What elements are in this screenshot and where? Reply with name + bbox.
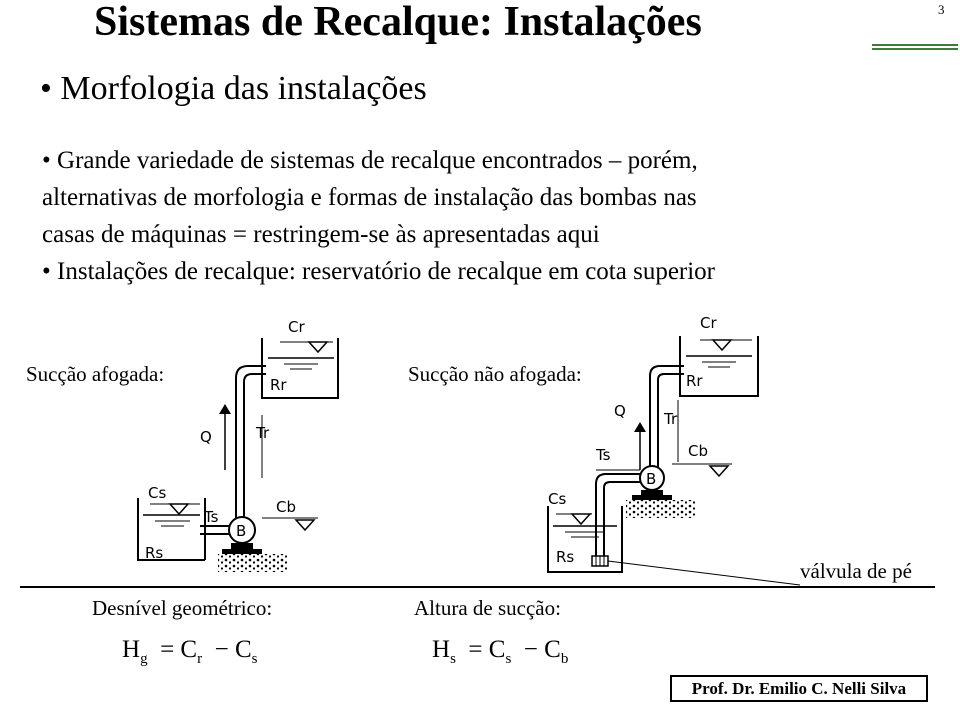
- formula-hg-b: C: [234, 636, 252, 663]
- formula-hs-lhs: H: [432, 636, 451, 663]
- right-label-q: Q: [614, 402, 626, 420]
- right-cb-level-marker: [710, 466, 728, 476]
- formula-hg-b-sub: s: [251, 651, 258, 667]
- formula-hs-b: C: [544, 636, 561, 663]
- left-diagram-caption: Sucção afogada:: [26, 362, 165, 386]
- para-line-4: • Instalações de recalque: reservatório de recalque em cota superior: [42, 258, 716, 285]
- left-label-b: B: [236, 522, 247, 540]
- left-cb-level-marker: [296, 520, 314, 530]
- formula-hs-a: C: [488, 636, 506, 663]
- left-label-cr: Cr: [288, 318, 305, 336]
- left-label-ts: Ts: [204, 508, 219, 526]
- right-cr-level-marker: [713, 340, 731, 350]
- right-diagram: [548, 314, 800, 585]
- formula-hg-lhs-sub: g: [140, 651, 148, 667]
- right-bottom-caption: Altura de sucção:: [414, 596, 561, 620]
- right-label-cr: Cr: [700, 314, 717, 332]
- formula-hg-lhs: H: [122, 636, 141, 663]
- formula-hs-a-sub: s: [505, 651, 512, 667]
- bullet-main: • Morfologia das instalações: [40, 70, 427, 107]
- slide-title: Sistemas de Recalque: Instalações: [94, 0, 702, 45]
- para-line-1: • Grande variedade de sistemas de recalque encontrados – porém,: [42, 147, 698, 174]
- left-bottom-caption: Desnível geométrico:: [92, 596, 273, 620]
- right-cs-level-marker: [572, 514, 590, 524]
- right-label-rr: Rr: [686, 372, 703, 390]
- separator-line: [20, 586, 935, 588]
- right-label-ts: Ts: [596, 446, 611, 464]
- para-line-3: casas de máquinas = restringem-se às apresentadas aqui: [42, 221, 600, 248]
- formula-hs-lhs-sub: s: [450, 651, 456, 667]
- left-label-tr: Tr: [256, 424, 270, 442]
- right-pump-foundation: [626, 500, 696, 518]
- left-label-cb: Cb: [276, 498, 296, 516]
- right-label-cb: Cb: [688, 442, 708, 460]
- bullet-main-text: Morfologia das instalações: [60, 70, 427, 107]
- left-diagram: [138, 318, 338, 572]
- author-signature: Prof. Dr. Emilio C. Nelli Silva: [670, 675, 928, 702]
- foot-valve-label: válvula de pé: [800, 559, 912, 583]
- right-label-cs: Cs: [548, 490, 567, 508]
- formula-hs: $H_s = C_s - C_b$: [432, 636, 569, 667]
- right-label-tr: Tr: [664, 410, 678, 428]
- formula-hg: $H_g = C_r - C_s$: [122, 636, 258, 667]
- formula-hs-b-sub: b: [560, 651, 569, 667]
- para-line-1-text: Grande variedade de sistemas de recalque encontrados – porém,: [57, 147, 698, 174]
- right-label-b: B: [646, 470, 657, 488]
- right-label-rs: Rs: [556, 548, 575, 566]
- para-line-4-text: Instalações de recalque: reservatório de recalque em cota superior: [57, 258, 716, 285]
- formula-hg-a-sub: r: [197, 651, 203, 667]
- left-cr-level-marker: [309, 342, 327, 352]
- left-label-q: Q: [200, 428, 212, 446]
- right-diagram-caption: Sucção não afogada:: [408, 362, 582, 386]
- formula-hg-a: C: [180, 636, 198, 663]
- left-pump-foundation: [218, 554, 288, 572]
- left-label-cs: Cs: [148, 484, 167, 502]
- page-number: 3: [938, 2, 945, 17]
- left-label-rr: Rr: [270, 376, 287, 394]
- para-line-2: alternativas de morfologia e formas de instalação das bombas nas: [42, 184, 697, 211]
- foot-valve-pointer: [608, 561, 800, 585]
- left-cs-level-marker: [170, 504, 188, 514]
- left-label-rs: Rs: [145, 544, 164, 562]
